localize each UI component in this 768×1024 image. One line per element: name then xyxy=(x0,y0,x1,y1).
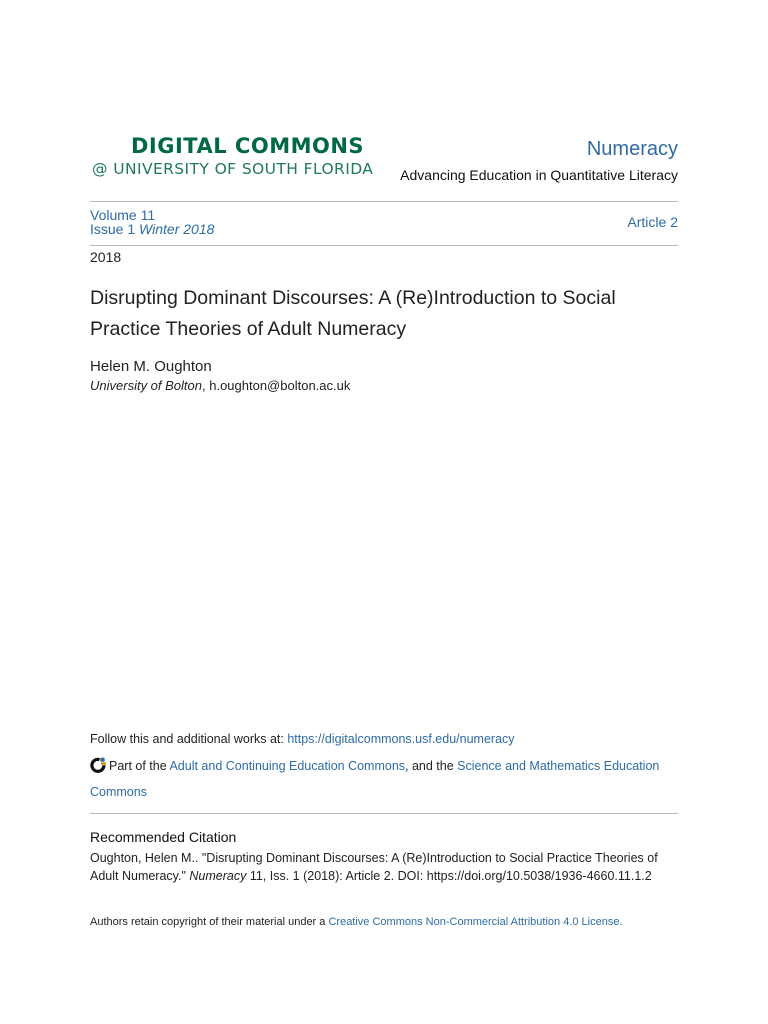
divider xyxy=(90,813,678,814)
issue-season: Winter 2018 xyxy=(139,221,215,237)
part-of-line xyxy=(90,756,680,803)
citation-text xyxy=(90,849,680,885)
divider xyxy=(90,245,678,246)
author-name: Helen M. Oughton xyxy=(90,358,212,375)
follow-url-link[interactable]: https://digitalcommons.usf.edu/numeracy xyxy=(287,732,515,746)
open-access-icon xyxy=(90,757,107,782)
issue-label: Issue 1 xyxy=(90,221,136,237)
volume-link[interactable]: Volume 11 xyxy=(90,207,156,223)
journal-title-link[interactable]: Numeracy xyxy=(586,138,678,160)
license-line xyxy=(90,915,623,930)
author-email: , h.oughton@bolton.ac.uk xyxy=(202,378,351,393)
divider xyxy=(90,201,678,202)
recommended-citation-heading: Recommended Citation xyxy=(90,829,237,845)
paper-title: Disrupting Dominant Discourses: A (Re)Introduction to Social Practice Theories of Adult Numeracy xyxy=(90,287,616,340)
license-link[interactable]: Creative Commons Non-Commercial Attribution 4.0 License. xyxy=(328,916,623,928)
license-text: Authors retain copyright of their material under a xyxy=(90,916,329,928)
logo-institution: @ UNIVERSITY OF SOUTH FLORIDA xyxy=(92,160,374,178)
follow-line xyxy=(90,731,515,747)
publication-year: 2018 xyxy=(90,249,122,265)
adult-education-commons-link[interactable]: Adult and Continuing Education Commons xyxy=(169,759,406,773)
issue-link[interactable] xyxy=(90,222,214,237)
article-link[interactable]: Article 2 xyxy=(627,214,678,230)
part-of-text: Part of the xyxy=(109,759,170,773)
follow-text: Follow this and additional works at: xyxy=(90,732,288,746)
journal-subtitle: Advancing Education in Quantitative Literacy xyxy=(400,167,678,183)
author-affiliation xyxy=(90,378,350,394)
citation-prefix: Oughton, Helen M.. "Disrupting Dominant Discourses: A (Re)Introduction to Social Practice Theories of Adult Numeracy." xyxy=(90,851,658,883)
citation-suffix: 11, Iss. 1 (2018): Article 2. DOI: https://doi.org/10.5038/1936-4660.11.1.2 xyxy=(246,869,652,883)
science-math-commons-link[interactable]: Science and Mathematics Education Commons xyxy=(90,759,660,799)
and-the-text: , and the xyxy=(405,759,458,773)
digital-commons-logo[interactable]: DIGITAL COMMONS xyxy=(131,134,365,158)
citation-journal: Numeracy xyxy=(189,869,247,883)
author-institution: University of Bolton xyxy=(90,378,202,393)
